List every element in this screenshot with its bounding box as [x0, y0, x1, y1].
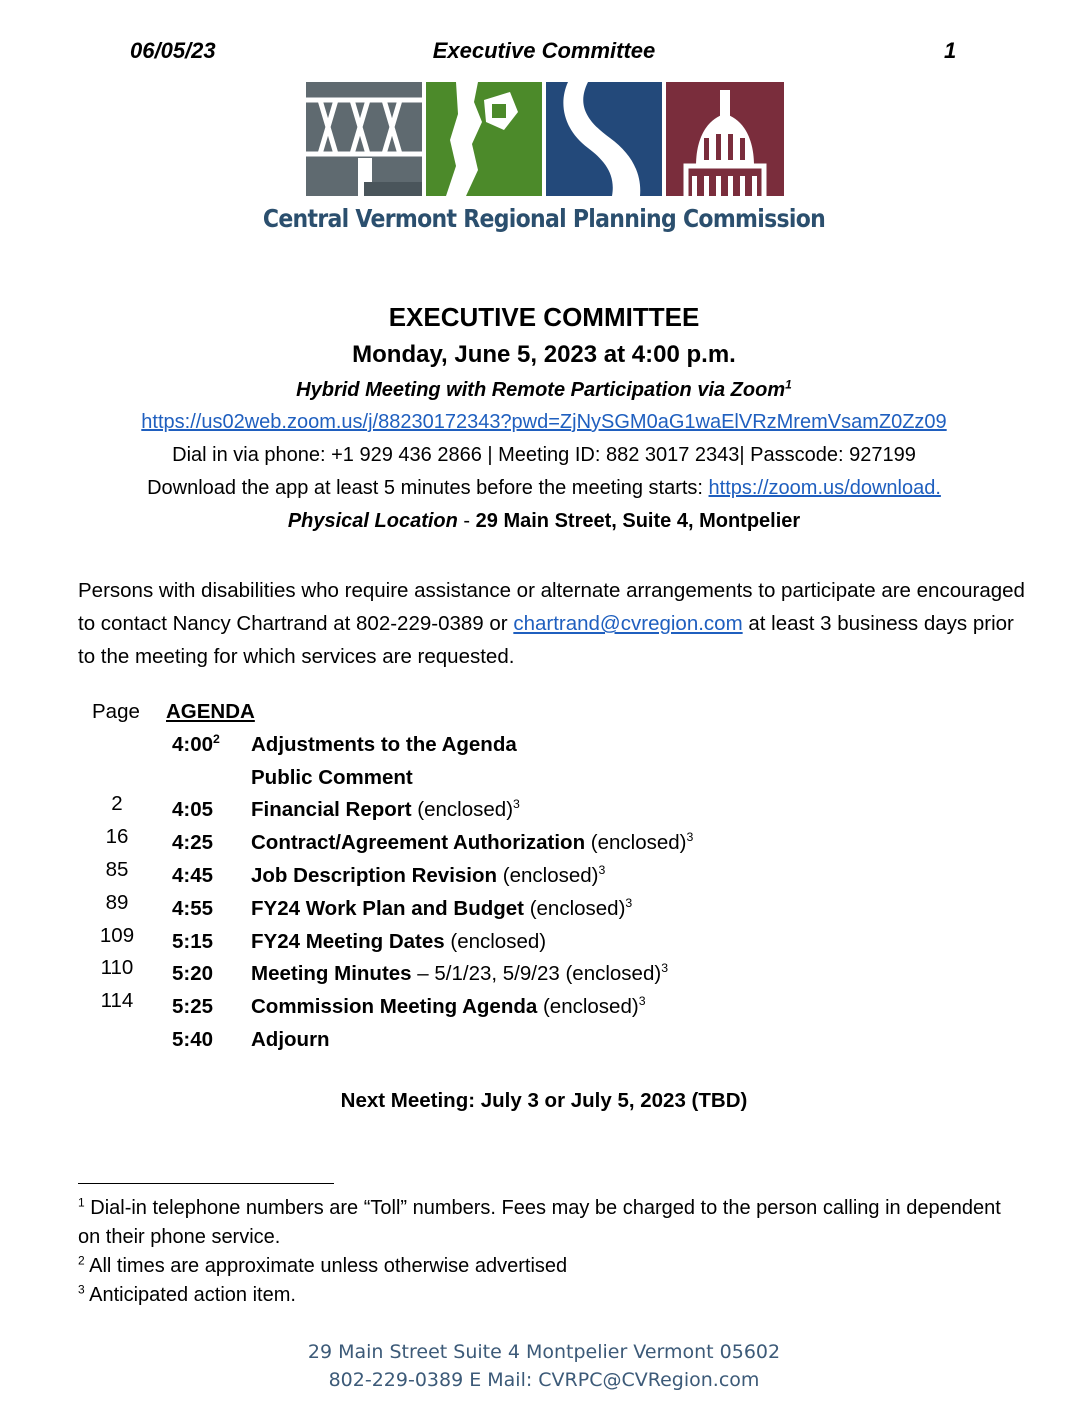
accessibility-text-end: at least 3 business days prior to the meeting for which services are requested.	[78, 612, 1014, 668]
agenda-item-page: 85	[105, 857, 129, 881]
meeting-date: Monday, June 5, 2023 at 4:00 p.m.	[352, 341, 736, 368]
agenda-item-time	[172, 831, 213, 855]
agenda-item-row	[78, 766, 978, 799]
agenda-item-footnote-ref: 3	[625, 895, 633, 910]
footnote-number: 2	[78, 1253, 85, 1268]
header-page-number: 1	[944, 38, 957, 63]
agenda-item-page: 2	[111, 792, 123, 816]
zoom-meeting-link[interactable]: https://us02web.zoom.us/j/88230172343?pwd=ZjNySGM0aG1waElVRzMremVsamZ0Zz09	[141, 411, 947, 433]
footnote-text: All times are approximate unless otherwise advertised	[84, 1255, 568, 1277]
agenda-item-title: Contract/Agreement Authorization	[251, 831, 586, 855]
header-date: 06/05/23	[130, 38, 216, 63]
agenda-item-page: 114	[100, 989, 134, 1013]
logo-org-name: Central Vermont Regional Planning Commission	[262, 204, 826, 233]
agenda-item-title: Adjourn	[251, 1027, 330, 1051]
agenda-item-note: (enclosed)	[411, 798, 514, 822]
agenda-item-note: (enclosed)	[524, 896, 626, 920]
physical-location-address: 29 Main Street, Suite 4, Montpelier	[475, 510, 801, 532]
agenda-item-title: FY24 Work Plan and Budget	[251, 896, 524, 920]
agenda-time-value: 4:00	[172, 732, 214, 756]
agenda-item-note: (enclosed)	[444, 929, 547, 953]
agenda-time-value: 5:25	[172, 995, 214, 1019]
physical-location-label: Physical Location	[287, 510, 458, 532]
agenda-item-time	[172, 733, 220, 757]
agenda-item-row	[78, 923, 978, 963]
dial-in-line: Dial in via phone: +1 929 436 2866 | Meeting ID: 882 3017 2343| Passcode: 927199	[172, 444, 916, 466]
cvrpc-logo	[306, 82, 784, 196]
agenda-item-footnote-ref: 3	[638, 994, 646, 1009]
contact-email-link[interactable]: chartrand@cvregion.com	[513, 612, 743, 635]
agenda-item-title: Job Description Revision	[251, 863, 498, 887]
footnote-divider	[78, 1183, 334, 1184]
agenda-header-row	[78, 700, 978, 733]
meeting-title: EXECUTIVE COMMITTEE	[388, 302, 700, 332]
physical-location-sep: -	[457, 510, 476, 532]
agenda-time-value: 4:45	[172, 863, 214, 887]
agenda-time-footnote-ref: 2	[213, 731, 220, 746]
zoom-link-line	[0, 411, 1088, 434]
agenda-item-note: (enclosed)	[497, 863, 599, 887]
agenda-item	[251, 962, 668, 986]
agenda-item	[251, 995, 646, 1019]
agenda-item	[251, 733, 517, 757]
agenda-item-time	[172, 897, 213, 921]
agenda-items	[78, 733, 978, 1061]
agenda-item-title: Adjustments to the Agenda	[251, 732, 517, 756]
next-meeting: Next Meeting: July 3 or July 5, 2023 (TBD)	[340, 1089, 748, 1112]
agenda-time-value: 4:55	[172, 896, 214, 920]
footer-contact: 802-229-0389 E Mail: CVRPC@CVRegion.com	[328, 1369, 760, 1391]
physical-location-line	[0, 510, 1088, 533]
agenda-item	[251, 897, 632, 921]
agenda-item-time	[172, 962, 213, 986]
footnote	[78, 1194, 1028, 1252]
agenda-item-title: Meeting Minutes	[251, 962, 412, 986]
agenda-item-note: – 5/1/23, 5/9/23 (enclosed)	[411, 962, 662, 986]
hybrid-text: Hybrid Meeting with Remote Participation via Zoom	[296, 379, 786, 401]
agenda-table	[78, 700, 978, 1061]
agenda-item	[251, 798, 520, 822]
agenda-item-footnote-ref: 3	[513, 797, 520, 812]
agenda-time-value: 4:05	[172, 798, 214, 822]
agenda-time-value: 4:25	[172, 831, 214, 855]
page-column-header: Page	[92, 700, 140, 723]
agenda-item-row	[78, 890, 978, 930]
agenda-item-page: 89	[105, 890, 129, 914]
agenda-item	[251, 1028, 330, 1052]
agenda-item-title: FY24 Meeting Dates	[251, 929, 445, 953]
footer-address: 29 Main Street Suite 4 Montpelier Vermont 05602	[307, 1341, 781, 1363]
agenda-item-time	[172, 1028, 213, 1052]
download-line	[0, 477, 1088, 500]
agenda-item-time	[172, 995, 213, 1019]
agenda-item-row	[78, 1028, 978, 1061]
agenda-item-title: Commission Meeting Agenda	[251, 995, 538, 1019]
accessibility-paragraph	[78, 574, 1028, 673]
agenda-item-page: 16	[105, 825, 129, 849]
agenda-time-value: 5:20	[172, 962, 214, 986]
agenda-item-footnote-ref: 3	[686, 830, 694, 845]
agenda-item	[251, 864, 605, 888]
accessibility-text: Persons with disabilities who require assistance or alternate arrangements to participate are encouraged to contact Nancy Chartrand at 802-229-0389 or	[78, 579, 1025, 635]
hybrid-meeting-line	[0, 379, 1088, 402]
agenda-time-value: 5:40	[172, 1027, 214, 1051]
agenda-item-note: (enclosed)	[537, 995, 639, 1019]
footnote	[78, 1252, 1028, 1281]
agenda-item-row	[78, 792, 978, 831]
agenda-item-row	[78, 825, 978, 864]
footnote-number: 3	[78, 1282, 85, 1297]
agenda-item	[251, 831, 693, 855]
footnote	[78, 1281, 1028, 1310]
header-title: Executive Committee	[432, 38, 656, 63]
agenda-item-row	[78, 733, 978, 766]
agenda-column-header: AGENDA	[166, 700, 255, 723]
agenda-item-row	[78, 989, 978, 1028]
agenda-item	[251, 930, 546, 954]
agenda-item-page: 110	[100, 956, 134, 980]
agenda-item-title: Public Comment	[251, 765, 413, 789]
footnote-number: 1	[78, 1195, 85, 1210]
agenda-item-footnote-ref: 3	[661, 961, 669, 976]
agenda-item-note: (enclosed)	[585, 831, 687, 855]
agenda-item-page: 109	[99, 923, 135, 947]
footnotes	[78, 1194, 1028, 1310]
agenda-item-row	[78, 956, 978, 995]
agenda-item-footnote-ref: 3	[598, 863, 606, 878]
hybrid-footnote-ref: 1	[785, 377, 792, 392]
agenda-item-time	[172, 864, 213, 888]
agenda-item-time	[172, 798, 213, 822]
zoom-download-link[interactable]: https://zoom.us/download.	[708, 477, 941, 499]
footnote-text: Anticipated action item.	[84, 1284, 296, 1306]
agenda-item-title: Financial Report	[251, 798, 412, 822]
download-text: Download the app at least 5 minutes before the meeting starts:	[147, 477, 709, 499]
agenda-item	[251, 766, 413, 790]
agenda-item-row	[78, 857, 978, 897]
footnote-text: Dial-in telephone numbers are “Toll” numbers. Fees may be charged to the person calling in dependent on their phone service.	[78, 1197, 1001, 1248]
agenda-item-time	[172, 930, 213, 954]
agenda-time-value: 5:15	[172, 929, 214, 953]
